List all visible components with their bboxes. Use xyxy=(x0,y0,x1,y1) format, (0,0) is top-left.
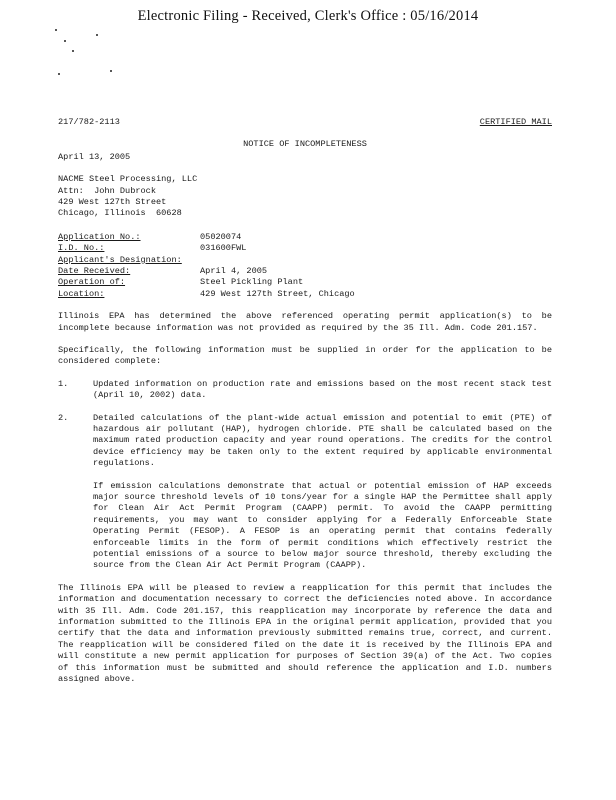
field-label: I.D. No.: xyxy=(58,243,105,254)
address-line: 429 West 127th Street xyxy=(58,196,167,207)
address-line: NACME Steel Processing, LLC xyxy=(58,174,198,185)
field-row xyxy=(58,243,552,254)
scan-speck xyxy=(58,73,60,75)
recipient-address xyxy=(58,174,552,220)
list-item xyxy=(58,413,552,470)
field-label: Application No.: xyxy=(58,231,141,242)
phone-number: 217/782-2113 xyxy=(58,117,120,127)
scan-speck xyxy=(110,70,112,72)
scan-speck xyxy=(55,29,57,31)
item-followup-paragraph: If emission calculations demonstrate that actual or potential emission of HAP exceeds major source threshold levels of 10 tons/year for a single HAP the Permittee shall apply for Clean Air Act Permit Program (CAAPP) permit. To avoid the CAAPP permitting requirements, you may want to consider applying for a Federally Enforceable State Operating Permit (FESOP). A FESOP is an operating permit that contains federally enforceable limits in the form of permit conditions which effectively restrict the potential emissions of a source to below major source threshold, thereby excluding the source from the Clean Air Act Permit Program (CAAPP). xyxy=(93,480,552,571)
item-text: Detailed calculations of the plant-wide actual emission and potential to emit (PTE) of hazardous air pollutant (HAP), hydrogen chloride. PTE shall be calculated based on the maximum rated production capacity and year round operations. The credits for the control device efficiency may be taken only to the extent required by applicable environmental regulations. xyxy=(93,412,552,469)
field-value: 05020074 xyxy=(200,231,242,242)
field-value: April 4, 2005 xyxy=(200,265,268,276)
field-row xyxy=(58,277,552,288)
address-line: Chicago, Illinois 60628 xyxy=(58,208,182,219)
field-label: Location: xyxy=(58,288,105,299)
field-row xyxy=(58,232,552,243)
field-value: 429 West 127th Street, Chicago xyxy=(200,288,355,299)
scan-speck xyxy=(72,50,74,52)
closing-paragraph: The Illinois EPA will be pleased to review a reapplication for this permit that includes the information and documentation necessary to correct the deficiencies noted above. In accordance with 35 Ill. Adm. Code 201.157, this reapplication may incorporate by reference the data and information submitted to the Illinois EPA in the original permit application, provided that you certify that the data and information previously submitted remains true, correct, and current. The reapplication will be considered filed on the date it is received by the Illinois EPA and will constitute a new permit application for purposes of Section 39(a) of the Act. Two copies of this information must be submitted and should reference the application and I.D. numbers assigned above. xyxy=(58,582,552,685)
letter-date: April 13, 2005 xyxy=(58,151,131,162)
letter-header-row xyxy=(58,117,552,128)
letter-body xyxy=(58,117,552,685)
address-line: Attn: John Dubrock xyxy=(58,185,156,196)
intro-paragraph: Illinois EPA has determined the above referenced operating permit application(s) to be incomplete because information was not provided as required by the 35 Ill. Adm. Code 201.157. xyxy=(58,311,552,333)
field-row xyxy=(58,266,552,277)
item-number: 2. xyxy=(58,412,69,423)
scan-speck xyxy=(96,34,98,36)
application-fields xyxy=(58,232,552,300)
scan-speck xyxy=(64,40,66,42)
certified-mail-label: CERTIFIED MAIL xyxy=(479,117,552,127)
notice-title: NOTICE OF INCOMPLETENESS xyxy=(243,139,367,150)
electronic-filing-stamp: Electronic Filing - Received, Clerk's Office : 05/16/2014 xyxy=(137,8,479,24)
field-label: Applicant's Designation: xyxy=(58,254,182,265)
field-label: Date Received: xyxy=(58,265,131,276)
field-value: Steel Pickling Plant xyxy=(200,277,304,288)
item-number: 1. xyxy=(58,378,69,389)
item-text: Updated information on production rate and emissions based on the most recent stack test (April 10, 2002) data. xyxy=(93,378,552,401)
field-label: Operation of: xyxy=(58,277,126,288)
list-item xyxy=(58,379,552,402)
field-row xyxy=(58,255,552,266)
field-value: 031600FWL xyxy=(200,243,247,254)
specifically-paragraph: Specifically, the following information must be supplied in order for the application to be considered complete: xyxy=(58,344,552,367)
field-row xyxy=(58,289,552,300)
